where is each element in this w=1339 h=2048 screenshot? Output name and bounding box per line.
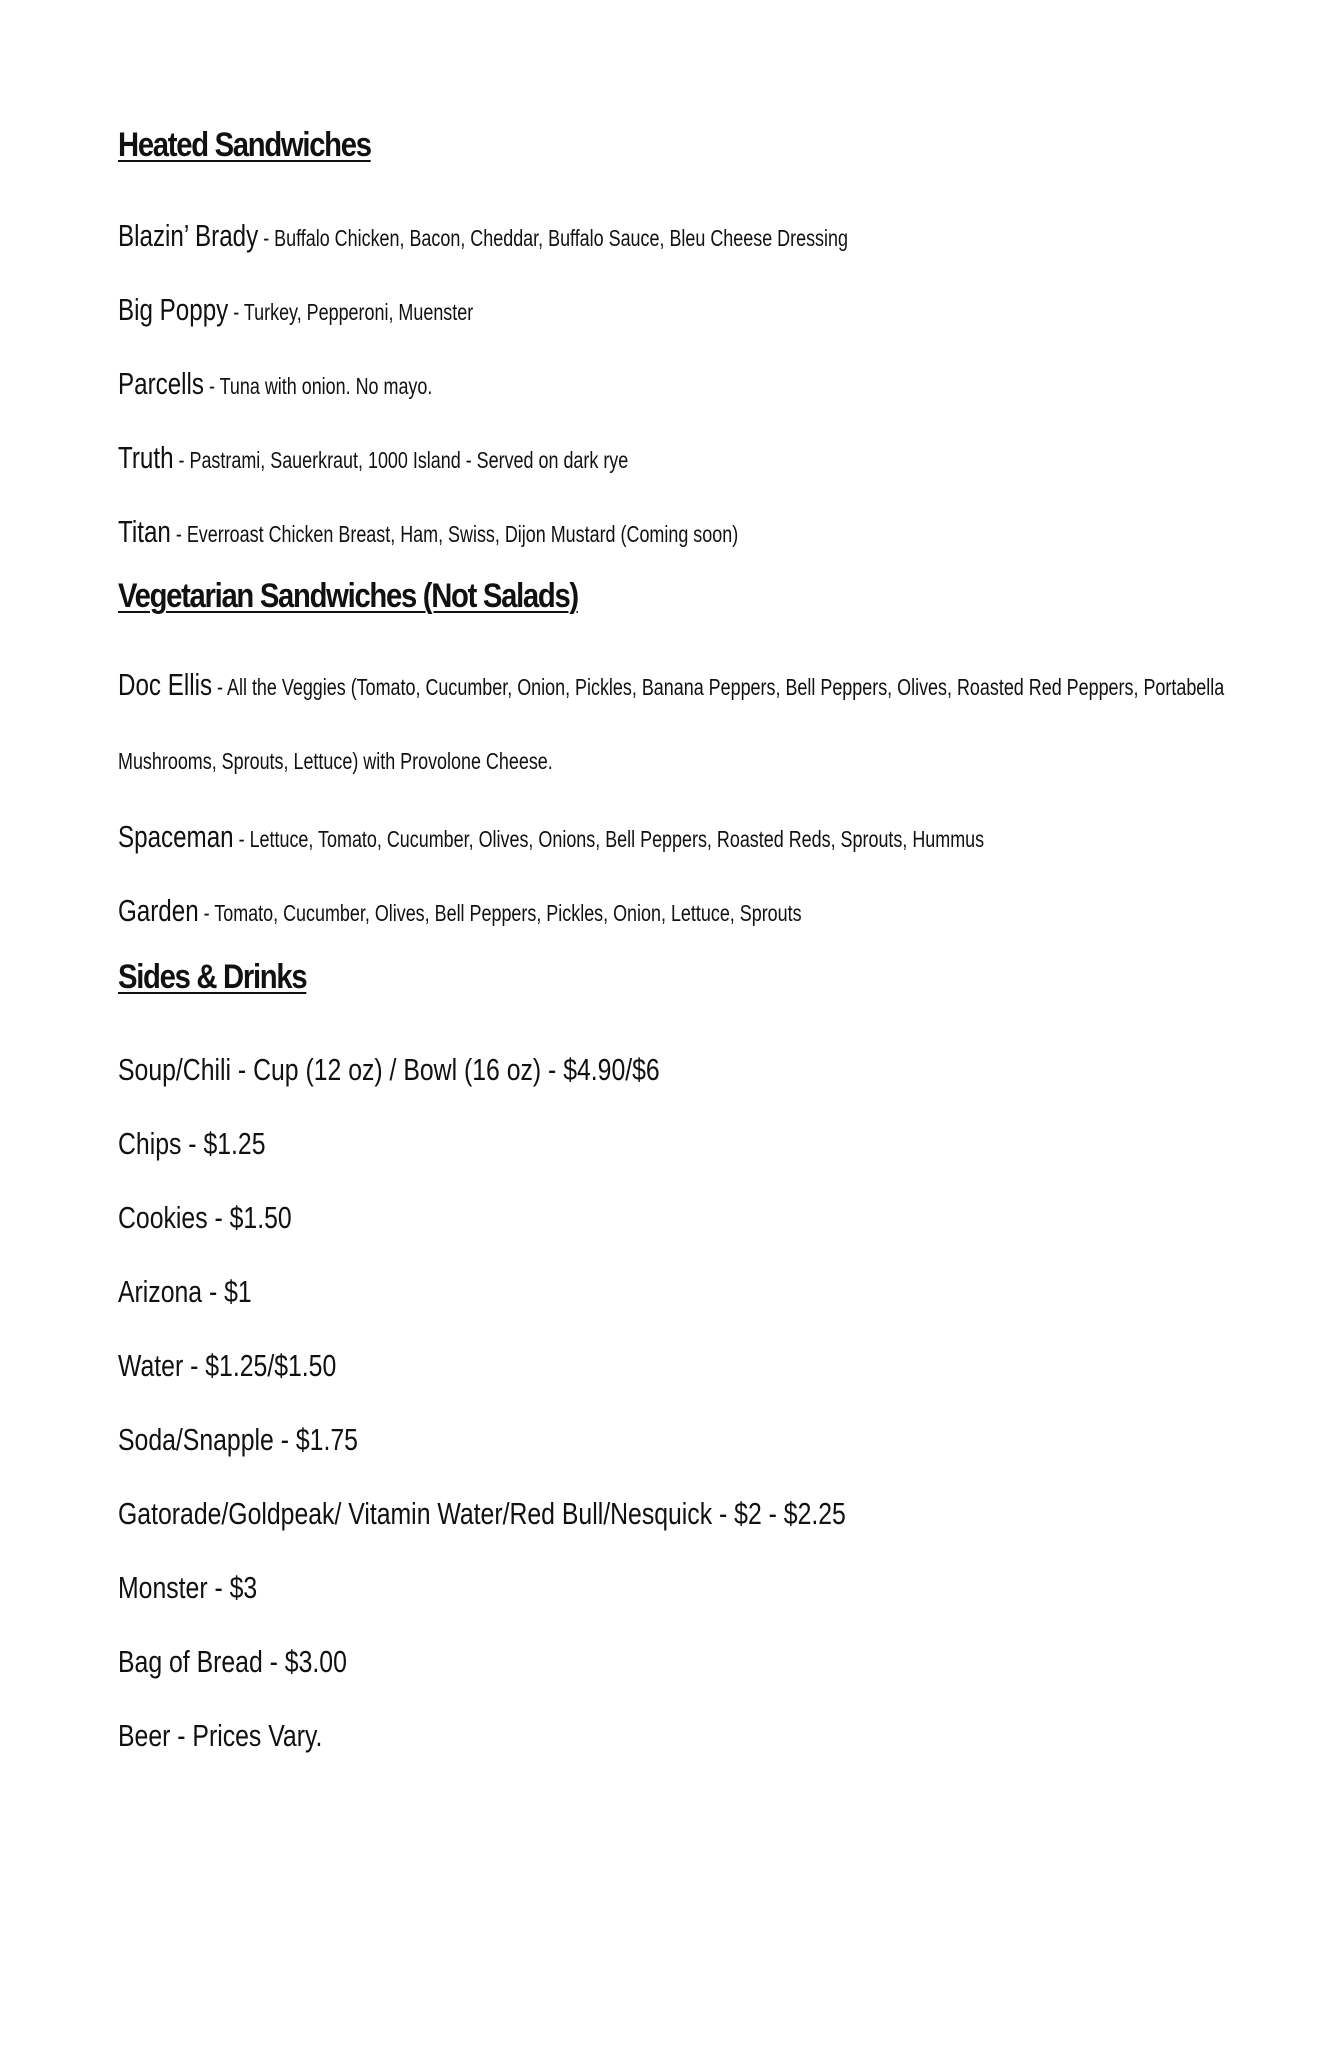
side-item-chips: Chips - $1.25	[118, 1126, 266, 1161]
item-name: Titan	[118, 514, 171, 549]
item-description: Tomato, Cucumber, Olives, Bell Peppers, Pickles, Onion, Lettuce, Sprouts	[214, 900, 802, 926]
menu-item-big-poppy	[118, 273, 1007, 347]
heated-sandwiches-list	[118, 199, 1258, 569]
item-name: Blazin’ Brady	[118, 218, 259, 253]
menu-item-truth	[118, 421, 1007, 495]
menu-item-blazin-brady	[118, 199, 1007, 273]
menu-item-spaceman	[118, 800, 1007, 874]
menu-item-doc-ellis	[118, 650, 1226, 800]
side-item-water: Water - $1.25/$1.50	[118, 1348, 337, 1383]
item-description: Turkey, Pepperoni, Muenster	[243, 299, 474, 325]
menu-item-parcells	[118, 347, 1007, 421]
item-name: Parcells	[118, 366, 205, 401]
sides-drinks-heading: Sides & Drinks	[118, 958, 307, 996]
item-separator: -	[173, 447, 190, 473]
item-name: Truth	[118, 440, 174, 475]
side-item-arizona: Arizona - $1	[118, 1274, 252, 1309]
item-name: Garden	[118, 893, 199, 928]
item-separator: -	[170, 521, 187, 547]
item-separator: -	[233, 826, 250, 852]
menu-page	[118, 118, 1258, 1773]
side-item-cookies: Cookies - $1.50	[118, 1200, 292, 1235]
item-separator: -	[228, 299, 244, 325]
vegetarian-sandwiches-list	[118, 650, 1258, 948]
item-separator: -	[258, 225, 275, 251]
item-description: Lettuce, Tomato, Cucumber, Olives, Onions, Bell Peppers, Roasted Reds, Sprouts, Hummus	[249, 826, 985, 852]
item-description: Pastrami, Sauerkraut, 1000 Island - Served on dark rye	[189, 447, 629, 473]
vegetarian-sandwiches-heading: Vegetarian Sandwiches (Not Salads)	[118, 577, 578, 615]
item-name: Spaceman	[118, 819, 234, 854]
item-name: Big Poppy	[118, 292, 229, 327]
item-name: Doc Ellis	[118, 667, 213, 702]
item-separator: -	[198, 900, 215, 926]
item-description: Buffalo Chicken, Bacon, Cheddar, Buffalo Sauce, Bleu Cheese Dressing	[274, 225, 848, 251]
item-separator: -	[212, 674, 228, 700]
item-description: All the Veggies (Tomato, Cucumber, Onion, Pickles, Banana Peppers, Bell Peppers, Olives, Roasted Red Peppers, Portabella Mushrooms, Sprouts, Lettuce) with Provolone Cheese.	[118, 674, 1225, 774]
side-item-monster: Monster - $3	[118, 1570, 258, 1605]
heated-sandwiches-heading: Heated Sandwiches	[118, 126, 371, 164]
menu-item-titan	[118, 495, 1007, 569]
side-item-gatorade-etc: Gatorade/Goldpeak/ Vitamin Water/Red Bull/Nesquick - $2 - $2.25	[118, 1496, 846, 1531]
side-item-soda-snapple: Soda/Snapple - $1.75	[118, 1422, 358, 1457]
item-description: Everroast Chicken Breast, Ham, Swiss, Dijon Mustard (Coming soon)	[186, 521, 739, 547]
side-item-soup-chili: Soup/Chili - Cup (12 oz) / Bowl (16 oz) - $4.90/$6	[118, 1052, 660, 1087]
item-description: Tuna with onion. No mayo.	[219, 373, 433, 399]
side-item-beer: Beer - Prices Vary.	[118, 1718, 323, 1753]
sides-drinks-list	[118, 1033, 1258, 1773]
side-item-bag-of-bread: Bag of Bread - $3.00	[118, 1644, 347, 1679]
item-separator: -	[204, 373, 220, 399]
menu-item-garden	[118, 874, 1007, 948]
